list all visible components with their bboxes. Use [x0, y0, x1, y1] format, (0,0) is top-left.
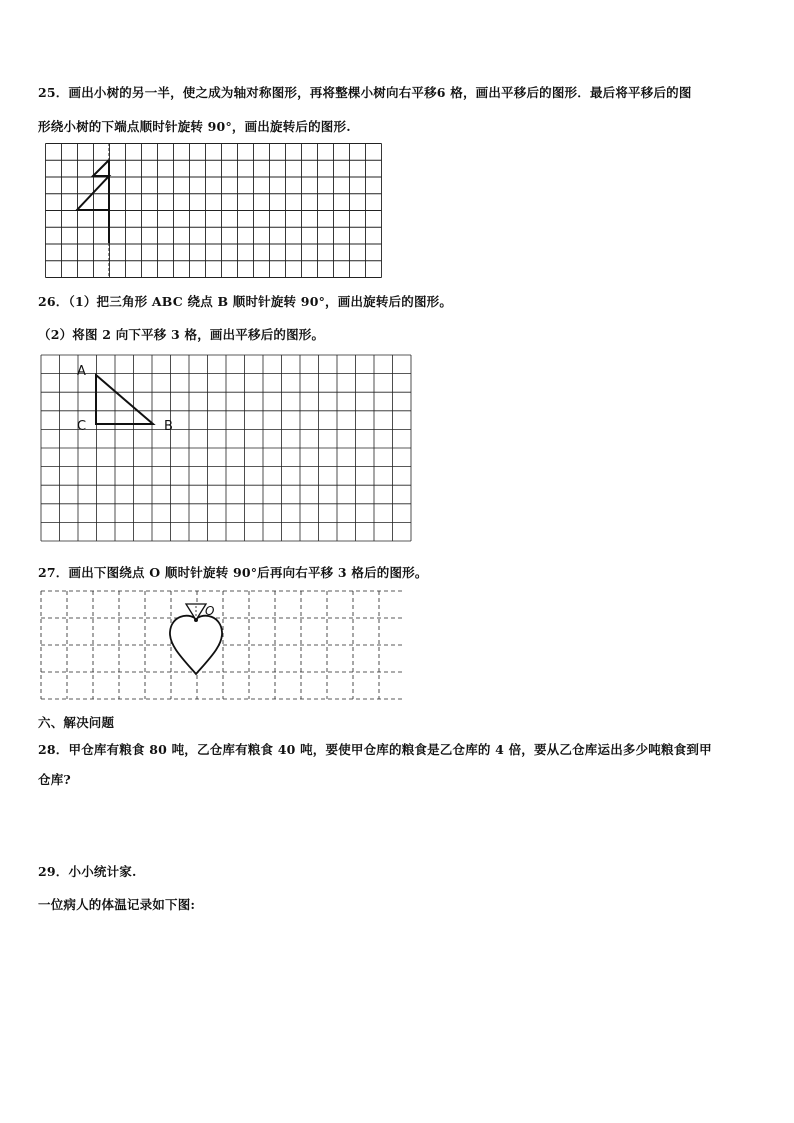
q25-text-line2: 形绕小树的下端点顺时针旋转 90°，画出旋转后的图形. — [38, 119, 351, 134]
q29-text-line1: 29．小小统计家. — [38, 864, 137, 879]
q27-text-line1: 27．画出下图绕点 O 顺时针旋转 90°后再向右平移 3 格后的图形。 — [38, 565, 428, 580]
vertex-label-c: C — [77, 419, 87, 434]
q26-text-line1: 26．（1）把三角形 ABC 绕点 B 顺时针旋转 90°，画出旋转后的图形。 — [38, 294, 453, 309]
heart-shape — [170, 616, 222, 674]
q28-text-line2: 仓库? — [38, 772, 71, 787]
triangle-abc — [96, 375, 153, 424]
q26-grid — [40, 354, 416, 544]
q25-text-line1: 25．画出小树的另一半，使之成为轴对称图形，再将整棵小树向右平移6 格，画出平移后的图形．最后将平移后的图 — [38, 85, 692, 100]
q27-grid — [40, 590, 404, 704]
q26-text-line2: （2）将图 2 向下平移 3 格，画出平移后的图形。 — [38, 327, 325, 342]
q25-tree-half — [77, 160, 109, 210]
q28-text-line1: 28．甲仓库有粮食 80 吨，乙仓库有粮食 40 吨，要使甲仓库的粮食是乙仓库的 4 倍，要从乙仓库运出多少吨粮食到甲 — [38, 742, 712, 757]
q29-text-line2: 一位病人的体温记录如下图: — [38, 897, 196, 912]
point-o-label: O — [205, 604, 215, 618]
q25-grid — [45, 143, 382, 279]
section-title: 六、解决问题 — [38, 715, 115, 730]
vertex-label-b: B — [164, 419, 173, 434]
point-o — [194, 618, 198, 622]
vertex-label-a: A — [77, 364, 86, 379]
